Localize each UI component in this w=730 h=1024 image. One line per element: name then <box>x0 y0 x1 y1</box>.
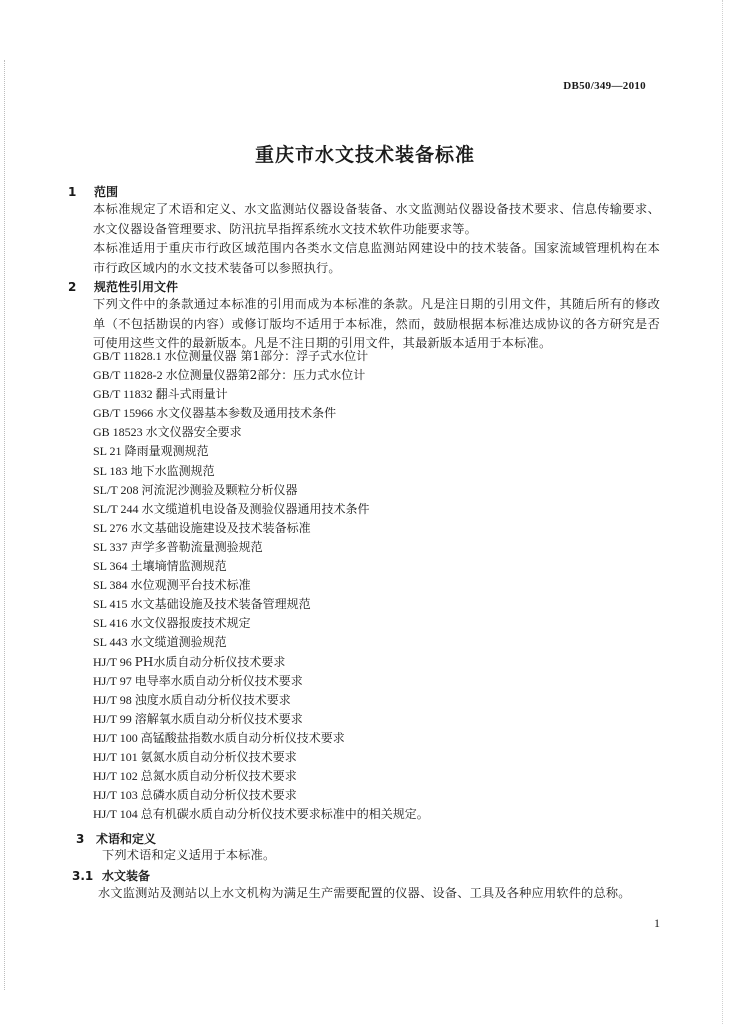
reference-item <box>93 729 429 748</box>
reference-item <box>93 672 429 691</box>
reference-list <box>93 347 429 824</box>
reference-code: SL 384 <box>93 578 128 593</box>
reference-item <box>93 805 429 824</box>
reference-item <box>93 557 429 576</box>
reference-code: SL 183 <box>93 463 128 478</box>
section-2-title: 规范性引用文件 <box>94 280 179 294</box>
reference-code: GB 18523 <box>93 425 143 440</box>
reference-item <box>93 404 429 423</box>
section-2-intro <box>68 295 660 354</box>
reference-title: 电导率水质自动分析仪技术要求 <box>134 673 303 688</box>
reference-code: GB/T 11832 <box>93 387 153 402</box>
reference-code: HJ/T 103 <box>93 788 138 803</box>
section-1-text-1: 本标准规定了术语和定义、水文监测站仪器设备装备、水文监测站仪器设备技术要求、信息传输要求、水文仪器设备管理要求、防汛抗旱指挥系统水文技术软件功能要求等。 <box>93 202 660 236</box>
section-1-title: 范围 <box>94 185 119 199</box>
section-1-text-2: 本标准适用于重庆市行政区域范围内各类水文信息监测站网建设中的技术装备。国家流域管理机构在本市行政区域内的水文技术装备可以参照执行。 <box>93 241 660 275</box>
reference-title: 水位观测平台技术标准 <box>130 578 251 593</box>
section-1-paragraph-1 <box>68 200 660 239</box>
reference-item <box>93 481 429 500</box>
reference-title: 总氮水质自动分析仪技术要求 <box>140 769 297 784</box>
reference-item <box>93 595 429 614</box>
reference-item <box>93 385 429 404</box>
reference-item <box>93 462 429 481</box>
reference-title: 降雨量观测规范 <box>124 444 209 459</box>
reference-code: SL/T 244 <box>93 501 139 516</box>
reference-code: SL 415 <box>93 597 128 612</box>
reference-title: 水位测量仪器 第1部分：浮子式水位计 <box>164 349 369 363</box>
reference-title: 水文仪器安全要求 <box>145 425 242 440</box>
reference-item <box>93 347 429 366</box>
reference-title: 水文仪器基本参数及通用技术条件 <box>156 406 337 421</box>
reference-title: PH水质自动分析仪技术要求 <box>134 654 286 669</box>
reference-item <box>93 786 429 805</box>
scan-edge-left <box>4 60 6 990</box>
reference-item <box>93 633 429 652</box>
document-code: DB50/349—2010 <box>563 80 646 92</box>
reference-item <box>93 576 429 595</box>
reference-code: HJ/T 101 <box>93 749 138 764</box>
reference-code: HJ/T 99 <box>93 711 132 726</box>
section-2-heading <box>68 278 178 295</box>
reference-item <box>93 500 429 519</box>
reference-item <box>93 748 429 767</box>
reference-item <box>93 423 429 442</box>
reference-code: SL 364 <box>93 559 128 574</box>
page-number: 1 <box>654 916 660 930</box>
reference-title: 高锰酸盐指数水质自动分析仪技术要求 <box>140 730 345 745</box>
reference-item <box>93 614 429 633</box>
reference-item <box>93 519 429 538</box>
reference-code: GB/T 11828-2 <box>93 368 163 383</box>
reference-code: GB/T 15966 <box>93 406 154 421</box>
section-3-1-number: 3.1 <box>72 869 94 883</box>
reference-item <box>93 538 429 557</box>
reference-item <box>93 653 429 672</box>
reference-title: 总有机碳水质自动分析仪技术要求标准中的相关规定。 <box>140 807 429 822</box>
section-2-intro-text: 下列文件中的条款通过本标准的引用而成为本标准的条款。凡是注日期的引用文件，其随后所有的修改单（不包括勘误的内容）或修订版均不适用于本标准，然而，鼓励根据本标准达成协议的各方研究是否可使用这些文件的最新版本。凡是不注日期的引用文件，其最新版本适用于本标准。 <box>93 297 660 350</box>
section-3-intro <box>102 846 662 866</box>
reference-title: 溶解氧水质自动分析仪技术要求 <box>134 711 303 726</box>
section-3-1-heading <box>72 867 150 884</box>
section-3-title: 术语和定义 <box>96 832 157 846</box>
reference-code: SL 443 <box>93 635 128 650</box>
document-title: 重庆市水文技术装备标准 <box>254 144 475 166</box>
section-1-paragraph-2 <box>68 239 660 278</box>
reference-title: 水文基础设施建设及技术装备标准 <box>130 520 311 535</box>
reference-code: HJ/T 100 <box>93 730 138 745</box>
reference-code: SL 21 <box>93 444 122 459</box>
reference-title: 浊度水质自动分析仪技术要求 <box>134 692 291 707</box>
reference-code: HJ/T 104 <box>93 807 138 822</box>
reference-title: 河流泥沙测验及颗粒分析仪器 <box>141 482 298 497</box>
reference-title: 土壤墒情监测规范 <box>130 559 227 574</box>
reference-title: 水文仪器报废技术规定 <box>130 616 251 631</box>
section-3-intro-text: 下列术语和定义适用于本标准。 <box>102 848 276 862</box>
reference-code: SL 416 <box>93 616 128 631</box>
reference-title: 氨氮水质自动分析仪技术要求 <box>140 749 297 764</box>
reference-code: HJ/T 102 <box>93 769 138 784</box>
section-3-number: 3 <box>76 832 85 846</box>
reference-item <box>93 366 429 385</box>
reference-title: 水位测量仪器第2部分：压力式水位计 <box>165 368 366 383</box>
reference-title: 总磷水质自动分析仪技术要求 <box>140 788 297 803</box>
reference-code: SL/T 208 <box>93 482 139 497</box>
reference-title: 地下水监测规范 <box>130 463 215 478</box>
section-1-number: 1 <box>68 185 77 199</box>
reference-title: 声学多普勒流量测验规范 <box>130 539 263 554</box>
reference-title: 水文缆道测验规范 <box>130 635 227 650</box>
section-3-1-definition <box>98 884 668 904</box>
section-3-heading <box>76 830 156 847</box>
section-2-number: 2 <box>68 280 77 294</box>
reference-code: HJ/T 96 <box>93 654 132 669</box>
reference-title: 翻斗式雨量计 <box>155 387 228 402</box>
section-3-1-text: 水文监测站及测站以上水文机构为满足生产需要配置的仪器、设备、工具及各种应用软件的总称。 <box>98 886 631 900</box>
reference-code: HJ/T 97 <box>93 673 132 688</box>
reference-title: 水文缆道机电设备及测验仪器通用技术条件 <box>141 501 370 516</box>
reference-item <box>93 767 429 786</box>
reference-item <box>93 691 429 710</box>
section-3-1-title: 水文装备 <box>102 869 151 883</box>
reference-title: 水文基础设施及技术装备管理规范 <box>130 597 311 612</box>
reference-code: SL 276 <box>93 520 128 535</box>
reference-code: HJ/T 98 <box>93 692 132 707</box>
reference-item <box>93 710 429 729</box>
reference-item <box>93 442 429 461</box>
reference-code: GB/T 11828.1 <box>93 349 162 363</box>
reference-code: SL 337 <box>93 539 128 554</box>
section-1-heading <box>68 183 118 200</box>
